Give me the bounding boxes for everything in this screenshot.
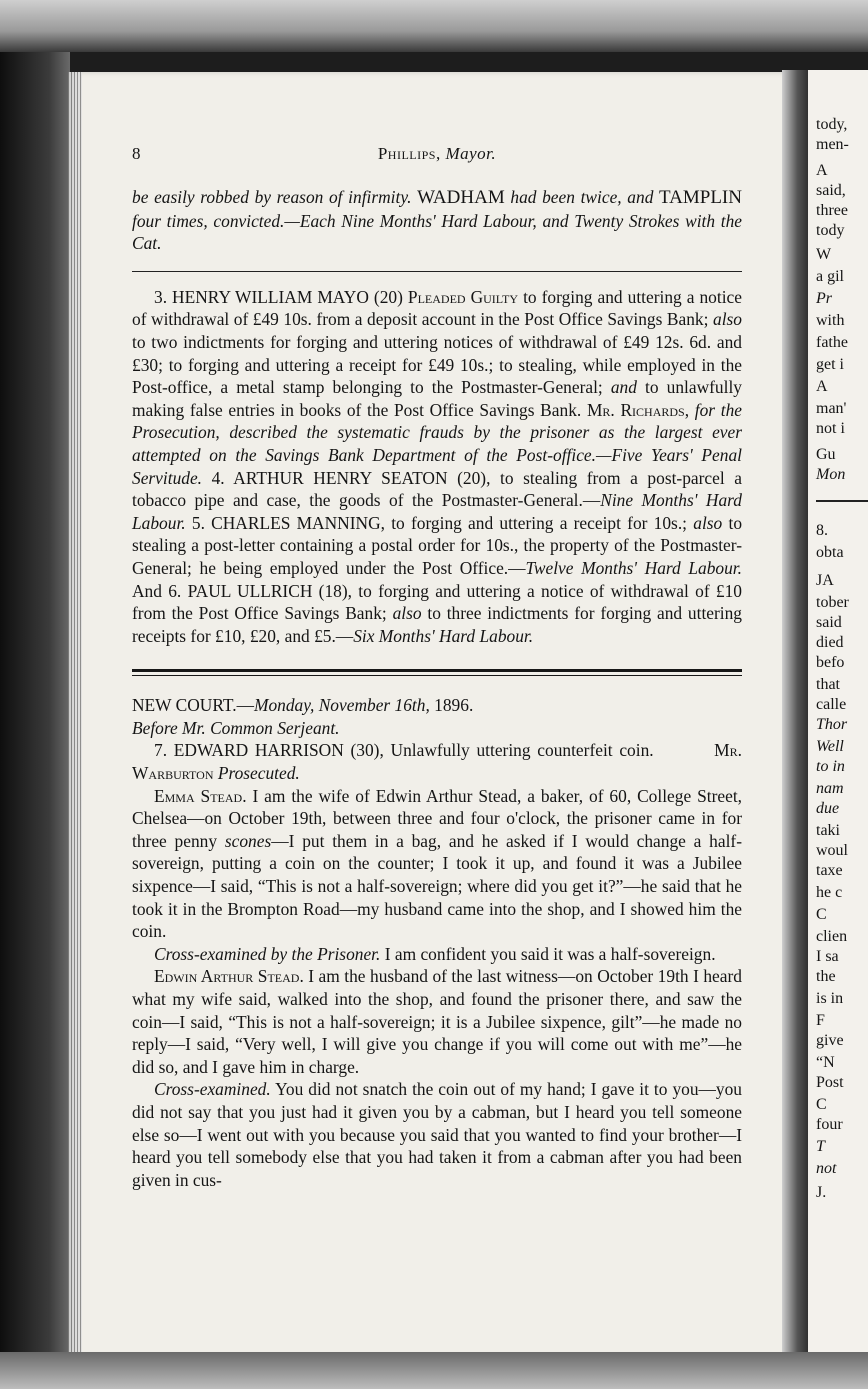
next-page-fragment: 8. (816, 522, 828, 539)
testimony: You did not snatch the coin out of my hand; I gave it to you—you did not say that you just had it given you by a cabman, but I heard you tell someone else so—I went out with you because you said that you wanted to find your brother—I heard you tell somebody else that you had taken it from a cabman after you had been given in cus- (132, 1079, 743, 1190)
next-page-fragment: taxe (816, 862, 843, 879)
case-3-entry (132, 286, 742, 648)
cross-exam-label: Cross-examined. (154, 1079, 271, 1100)
next-page-fragment: A (816, 162, 828, 179)
testimony: I am the husband of the last witness—on October 19th I heard what my wife said, walked into the shop, and found the prisoner there, and saw the coin—I said, “This is not a half-sovereign; it is a Jubilee sixpence, gilt”—he made no reply—I said, “Very well, I will give you change if you will come out with me”—he did so, and I gave him in charge. (132, 966, 742, 1077)
court-year: 1896. (434, 695, 474, 716)
scan-left-margin (0, 52, 70, 1389)
next-page-fragment: he c (816, 884, 843, 901)
case-heading: 3. HENRY WILLIAM MAYO (20) (154, 286, 403, 307)
case-4-entry: 4. ARTHUR HENRY SEATON (20), to stealing from a post-parcel a tobacco pipe and case, the goods of the Postmaster-General.— (132, 467, 742, 511)
next-page-fragment: men- (816, 136, 849, 153)
scan-top-strip (0, 0, 868, 52)
text-span: scones (224, 830, 272, 851)
text-span: to two indictments for forging and uttering notices of withdrawal of £49 12s. 6d. and £30; to forging and uttering a receipt for £49 10s.; to stealing, while employed in the Post-office, a metal stamp belonging to the Postmaster-General; (132, 331, 742, 398)
next-page-fragment: Pr (816, 290, 832, 307)
sentence-text: Six Months' Hard Labour. (353, 625, 534, 646)
next-page-fragment: give (816, 1032, 844, 1049)
next-page-fragment: said, (816, 182, 846, 199)
court-heading (132, 694, 742, 717)
cross-examination-1 (132, 943, 742, 966)
next-page-fragment: T (816, 1138, 825, 1155)
next-page-fragment: clien (816, 928, 848, 945)
next-page-fragment: to in (816, 758, 845, 775)
next-page-fragment: W (816, 246, 832, 263)
next-page-fragment: A (816, 378, 828, 395)
page-number: 8 (132, 144, 141, 163)
next-page-fragment: get i (816, 356, 844, 373)
next-page-fragment: tody, (816, 116, 848, 133)
text-span: be easily robbed by reason of infirmity. (132, 187, 412, 207)
witness-edwin-stead (132, 965, 742, 1078)
next-page-fragment: said (816, 614, 842, 631)
next-page-fragment: Thor (816, 716, 848, 733)
next-page-fragment: tober (816, 594, 849, 611)
testimony: —I put them in a bag, and he asked if I would change a half-sovereign, putting a coin on the counter; I took it up, and found it was a Jubilee sixpence—I said, “This is not a half-sovereign; where did you get it?”—he said that he took it in the Brompton Road—my husband came into the shop, and I showed him the coin. (132, 830, 743, 942)
next-page-fragment: taki (816, 822, 840, 839)
next-page-fragment: tody (816, 222, 845, 239)
next-page-fragment: I sa (816, 948, 839, 965)
testimony: I am confident you said it was a half-sovereign. (384, 943, 716, 964)
next-page-fragment: woul (816, 842, 848, 859)
next-page-fragment: J. (816, 1184, 827, 1201)
sentence-text: four times, convicted.—Each Nine Months' Hard Labour, and Twenty Strokes with the Cat. (132, 210, 742, 254)
next-page-fragment: C (816, 1096, 827, 1113)
double-rule (132, 669, 742, 676)
page-text (132, 140, 742, 1191)
scan-bottom-strip (0, 1352, 868, 1389)
case-7-entry (132, 739, 742, 784)
section-rule (132, 271, 742, 272)
case-5-entry: 5. CHARLES MANNING, to forging and uttering a receipt for 10s.; (191, 512, 688, 533)
counsel-name: Mr. Warburton (132, 740, 742, 784)
plea: Pleaded Guilty (407, 286, 519, 307)
court-name: NEW COURT.— (132, 695, 254, 716)
next-page-fragment: Well (816, 738, 844, 755)
witness-name: Edwin Arthur Stead. (154, 966, 304, 987)
court-date: Monday, November 16th, (253, 695, 430, 716)
next-page-fragment: “N (816, 1054, 835, 1071)
next-page-fragment: that (816, 676, 840, 693)
next-page-fragment: three (816, 202, 848, 219)
testimony: I am the wife of Edwin Arthur Stead, a baker, of 60, College Street, Chelsea—on October 19th, between three and four o'clock, the prisoner came in for three penny (132, 785, 742, 851)
text-span: had been twice, and (510, 187, 654, 207)
next-page-fragment: JA (816, 572, 834, 589)
next-page-fragment: a gil (816, 268, 844, 285)
next-page-fragment: calle (816, 696, 847, 713)
cross-exam-label: Cross-examined by the Prisoner. (154, 943, 381, 964)
next-page-fragment: obta (816, 544, 844, 561)
next-page-fragment: Post (816, 1074, 844, 1091)
next-page-fragment: fathe (816, 334, 848, 351)
next-page-fragment: four (816, 1116, 843, 1133)
defendant-name: TAMPLIN (659, 187, 742, 208)
defendant-name: WADHAM (417, 187, 505, 208)
next-page-fragment: is in (816, 990, 844, 1007)
page-edge-stack (68, 72, 82, 1356)
next-page-fragment: Mon (816, 466, 846, 483)
next-page-fragment: not (816, 1160, 837, 1177)
case-heading: 7. EDWARD HARRISON (30), Unlawfully uttering counterfeit coin. (154, 740, 654, 761)
text-span: and (610, 377, 637, 398)
text-span: to three indictments for forging and uttering receipts for £10, £20, and £5.— (132, 603, 743, 646)
book-gutter (782, 70, 810, 1352)
text-span: to stealing a post-letter containing a postal order for 10s., the property of the Postmaster-General; he being employed under the Post Office.— (132, 512, 743, 578)
next-page-fragment: F (816, 1012, 825, 1029)
witness-name: Emma Stead. (154, 785, 247, 806)
running-header (132, 140, 742, 170)
next-page-fragment: not i (816, 420, 845, 437)
next-page-cropped (808, 70, 868, 1352)
next-page-fragment: with (816, 312, 845, 329)
running-head-name: Phillips, (377, 144, 441, 163)
case-2-continuation (132, 186, 742, 255)
sentence-text: Nine Months' Hard Labour. (132, 490, 742, 533)
sentence-text: for the Prosecution, described the systematic frauds by the prisoner as the largest ever attempted on the Savings Bank Department of the Post-office.—Five Years' Penal Servitude. (132, 399, 743, 488)
running-head (132, 144, 742, 164)
text-span: to forging and uttering a notice of withdrawal of £49 10s. from a deposit account in the Post Office Savings Bank; (132, 286, 742, 330)
next-page-fragment: befo (816, 654, 845, 671)
next-page-fragment: due (816, 800, 840, 817)
text-span: to unlawfully making false entries in books of the Post Office Savings Bank. (132, 377, 742, 420)
next-page-rule (816, 500, 868, 502)
judge-line: Before Mr. Common Serjeant. (132, 717, 340, 738)
next-page-fragment: man' (816, 400, 847, 417)
sentence-text: Twelve Months' Hard Labour. (525, 557, 742, 578)
cross-examination-2 (132, 1078, 742, 1191)
case-6-entry: And 6. PAUL ULLRICH (18), to forging and uttering a notice of withdrawal of £10 from the Post Office Savings Bank; (132, 580, 742, 624)
next-page-fragment: Gu (816, 446, 836, 463)
text-span: also (693, 512, 723, 533)
running-head-title: Mayor. (445, 144, 497, 163)
text-span: also (392, 603, 422, 624)
counsel-name: Mr. Richards, (586, 399, 690, 420)
witness-emma-stead (132, 785, 742, 943)
next-page-fragment: died (816, 634, 844, 651)
text-span: Prosecuted. (217, 763, 300, 784)
next-page-fragment: C (816, 906, 827, 923)
text-span: also (713, 309, 742, 330)
next-page-fragment: the (816, 968, 836, 985)
next-page-fragment: nam (816, 780, 844, 797)
